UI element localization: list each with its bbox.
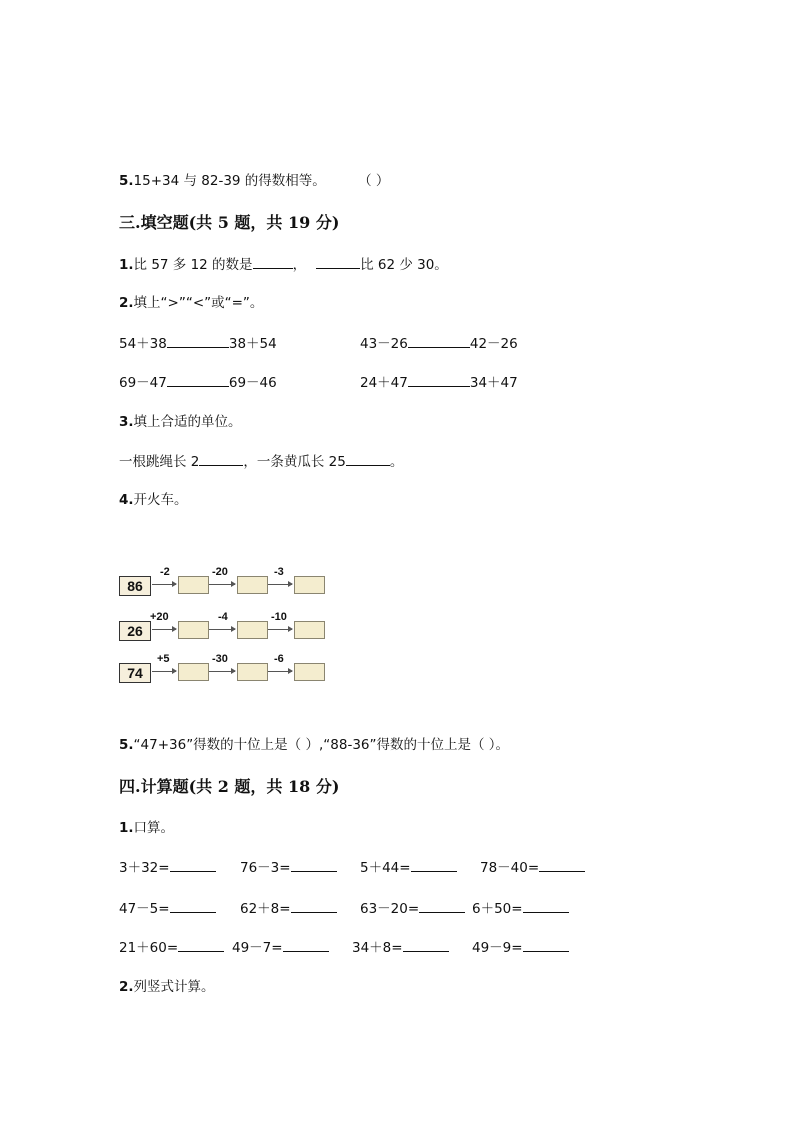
mental-math-item <box>240 898 337 919</box>
train-operation: +20 <box>150 611 169 623</box>
train-operation: -2 <box>160 566 170 578</box>
answer-blank[interactable] <box>523 937 569 952</box>
train-car-blank[interactable] <box>294 576 325 594</box>
question-text: 口算。 <box>133 820 175 836</box>
mental-math-item <box>472 898 569 919</box>
train-start-number: 86 <box>119 576 151 596</box>
s3-question-1 <box>119 254 448 275</box>
expression: 78－40= <box>480 860 540 876</box>
answer-blank[interactable] <box>170 857 216 872</box>
answer-blank[interactable] <box>403 937 449 952</box>
compare-left: 43－26 <box>360 336 408 352</box>
s4-question-2 <box>119 977 215 997</box>
answer-blank[interactable] <box>408 333 470 348</box>
question-number: 1. <box>119 257 134 273</box>
arrow-icon <box>268 629 292 630</box>
train-car-blank[interactable] <box>178 663 209 681</box>
compare-item <box>119 372 277 393</box>
mental-math-item <box>480 857 585 878</box>
s4-question-1 <box>119 818 174 838</box>
mental-math-item <box>360 857 457 878</box>
question-text: 15+34 与 82-39 的得数相等。 <box>133 173 326 189</box>
compare-left: 54＋38 <box>119 336 167 352</box>
arrow-icon <box>209 584 235 585</box>
question-text-part1: 比 57 多 12 的数是 <box>133 257 253 273</box>
s3-question-5 <box>119 735 509 755</box>
question-number: 5. <box>119 173 134 189</box>
answer-blank[interactable] <box>291 857 337 872</box>
expression: 6＋50= <box>472 901 523 917</box>
arrow-icon <box>268 671 292 672</box>
section-3-title: 三.填空题(共 5 题，共 19 分) <box>119 213 340 232</box>
s3-question-3 <box>119 412 242 432</box>
train-operation: -10 <box>271 611 287 623</box>
compare-left: 69－47 <box>119 375 167 391</box>
train-operation: -30 <box>212 653 228 665</box>
answer-blank[interactable] <box>291 898 337 913</box>
answer-blank[interactable] <box>419 898 465 913</box>
train-car-blank[interactable] <box>294 663 325 681</box>
arrow-icon <box>152 584 176 585</box>
train-car-blank[interactable] <box>237 576 268 594</box>
question-text: “47+36”得数的十位上是（ ）,“88-36”得数的十位上是（ ）。 <box>133 737 510 753</box>
answer-blank[interactable] <box>170 898 216 913</box>
compare-right: 34＋47 <box>469 375 518 391</box>
question-text: 列竖式计算。 <box>133 979 215 995</box>
question-number: 4. <box>119 492 134 508</box>
train-operation: -6 <box>274 653 284 665</box>
text-part3: 。 <box>389 454 404 470</box>
train-operation: -20 <box>212 566 228 578</box>
answer-parentheses[interactable]: （ ） <box>358 173 390 189</box>
question-number: 3. <box>119 414 134 430</box>
s3-question-3-body <box>119 451 403 472</box>
text-part2: ，一条黄瓜长 25 <box>243 454 346 470</box>
expression: 5＋44= <box>360 860 411 876</box>
arrow-icon <box>268 584 292 585</box>
train-operation: +5 <box>157 653 170 665</box>
train-row <box>119 653 339 685</box>
compare-right: 38＋54 <box>228 336 277 352</box>
question-number: 1. <box>119 820 134 836</box>
expression: 49－9= <box>472 940 523 956</box>
question-text-part2: 比 62 少 30。 <box>360 257 448 273</box>
mental-math-item <box>240 857 337 878</box>
question-number: 2. <box>119 295 134 311</box>
train-start-number: 74 <box>119 663 151 683</box>
train-car-blank[interactable] <box>237 663 268 681</box>
question-text: 填上合适的单位。 <box>133 414 242 430</box>
question-text: 填上“>”“<”或“=”。 <box>133 295 264 311</box>
expression: 63－20= <box>360 901 420 917</box>
mental-math-item <box>119 857 216 878</box>
expression: 21＋60= <box>119 940 179 956</box>
expression: 47－5= <box>119 901 170 917</box>
compare-right: 42－26 <box>469 336 518 352</box>
arrow-icon <box>209 629 235 630</box>
answer-blank[interactable] <box>167 333 229 348</box>
expression: 62＋8= <box>240 901 291 917</box>
section-4-title: 四.计算题(共 2 题，共 18 分) <box>119 777 340 796</box>
train-row <box>119 611 339 643</box>
answer-blank[interactable] <box>408 372 470 387</box>
mental-math-item <box>119 937 224 958</box>
answer-blank[interactable] <box>411 857 457 872</box>
compare-item <box>360 333 518 354</box>
train-car-blank[interactable] <box>178 576 209 594</box>
train-operation: -4 <box>218 611 228 623</box>
train-row <box>119 566 339 598</box>
question-number: 5. <box>119 737 134 753</box>
answer-blank[interactable] <box>178 937 224 952</box>
expression: 76－3= <box>240 860 291 876</box>
s3-question-4 <box>119 490 188 510</box>
expression: 34＋8= <box>352 940 403 956</box>
train-car-blank[interactable] <box>294 621 325 639</box>
s3-question-2 <box>119 293 263 313</box>
train-car-blank[interactable] <box>237 621 268 639</box>
mental-math-item <box>472 937 569 958</box>
answer-blank[interactable] <box>539 857 585 872</box>
answer-blank[interactable] <box>167 372 229 387</box>
answer-blank[interactable] <box>283 937 329 952</box>
compare-left: 24＋47 <box>360 375 408 391</box>
compare-right: 69－46 <box>228 375 277 391</box>
answer-blank[interactable] <box>346 451 390 466</box>
arrow-icon <box>152 629 176 630</box>
arrow-icon <box>152 671 176 672</box>
prev-question-5 <box>119 171 389 191</box>
mental-math-item <box>360 898 465 919</box>
mental-math-item <box>352 937 449 958</box>
train-operation: -3 <box>274 566 284 578</box>
answer-blank[interactable] <box>316 254 360 269</box>
answer-blank[interactable] <box>199 451 243 466</box>
compare-item <box>119 333 277 354</box>
mental-math-item <box>119 898 216 919</box>
expression: 3＋32= <box>119 860 170 876</box>
answer-blank[interactable] <box>253 254 293 269</box>
train-car-blank[interactable] <box>178 621 209 639</box>
text-part1: 一根跳绳长 2 <box>119 454 200 470</box>
answer-blank[interactable] <box>523 898 569 913</box>
arrow-icon <box>209 671 235 672</box>
question-number: 2. <box>119 979 134 995</box>
separator: ， <box>292 257 307 273</box>
question-text: 开火车。 <box>133 492 188 508</box>
mental-math-item <box>232 937 329 958</box>
train-start-number: 26 <box>119 621 151 641</box>
expression: 49－7= <box>232 940 283 956</box>
compare-item <box>360 372 518 393</box>
